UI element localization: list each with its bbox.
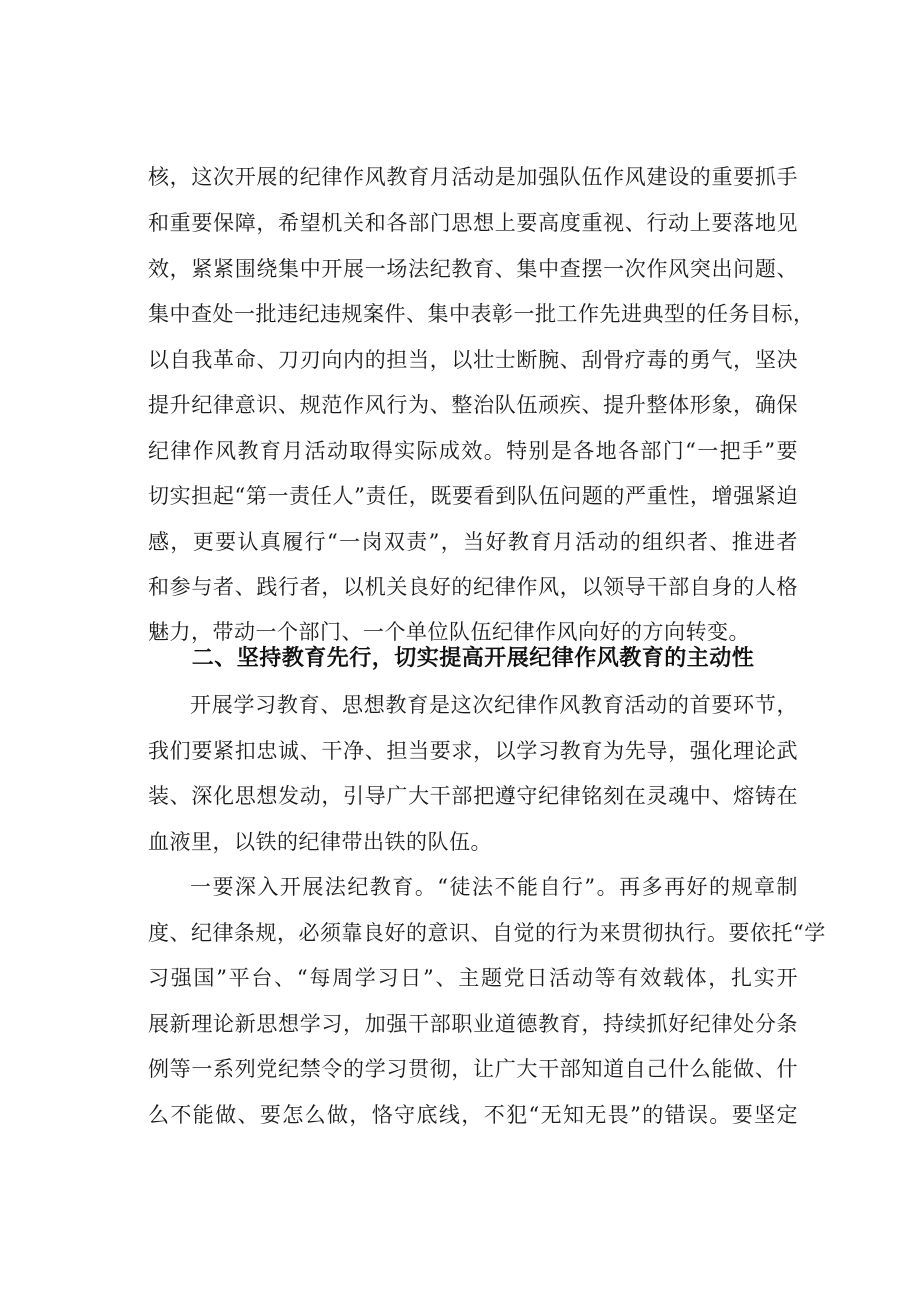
text-line: 例等一系列党纪禁令的学习贯彻，让广大干部知道自己什么能做、什 (148, 1057, 798, 1081)
text-line: 纪律作风教育月活动取得实际成效。特别是各地各部门“一把手”要 (148, 439, 798, 463)
text-line: 开展学习教育、思想教育是这次纪律作风教育活动的首要环节， (190, 693, 798, 717)
text-line: 以自我革命、刀刃向内的担当，以壮士断腕、刮骨疗毒的勇气，坚决 (148, 348, 798, 372)
section-heading: 二、坚持教育先行，切实提高开展纪律作风教育的主动性 (191, 646, 755, 671)
text-line: 魅力，带动一个部门、一个单位队伍纪律作风向好的方向转变。 (148, 620, 750, 644)
text-line: 切实担起“第一责任人”责任，既要看到队伍问题的严重性，增强紧迫 (148, 484, 798, 508)
text-line: 装、深化思想发动，引导广大干部把遵守纪律铭刻在灵魂中、熔铸在 (148, 784, 798, 808)
text-line: 我们要紧扣忠诚、干净、担当要求，以学习教育为先导，强化理论武 (148, 739, 798, 763)
text-line: 提升纪律意识、规范作风行为、整治队伍顽疾、提升整体形象，确保 (148, 393, 798, 417)
text-line: 和参与者、践行者，以机关良好的纪律作风，以领导干部自身的人格 (148, 575, 798, 599)
text-line: 展新理论新思想学习，加强干部职业道德教育，持续抓好纪律处分条 (148, 1012, 798, 1036)
text-line: 效，紧紧围绕集中开展一场法纪教育、集中查摆一次作风突出问题、 (148, 257, 798, 281)
text-line: 和重要保障，希望机关和各部门思想上要高度重视、行动上要落地见 (148, 211, 798, 235)
text-line: 集中查处一批违纪违规案件、集中表彰一批工作先进典型的任务目标， (148, 302, 815, 326)
text-line: 么不能做、要怎么做，恪守底线，不犯“无知无畏”的错误。要坚定 (148, 1103, 798, 1127)
text-line: 一要深入开展法纪教育。“徒法不能自行”。再多再好的规章制 (190, 875, 798, 899)
text-line: 血液里，以铁的纪律带出铁的队伍。 (148, 830, 492, 854)
text-line: 核，这次开展的纪律作风教育月活动是加强队伍作风建设的重要抓手 (148, 165, 798, 189)
text-line: 感，更要认真履行“一岗双责”，当好教育月活动的组织者、推进者 (148, 530, 798, 554)
text-line: 习强国”平台、“每周学习日”、主题党日活动等有效载体，扎实开 (148, 966, 798, 990)
text-line: 度、纪律条规，必须靠良好的意识、自觉的行为来贯彻执行。要依托“学 (148, 921, 826, 945)
